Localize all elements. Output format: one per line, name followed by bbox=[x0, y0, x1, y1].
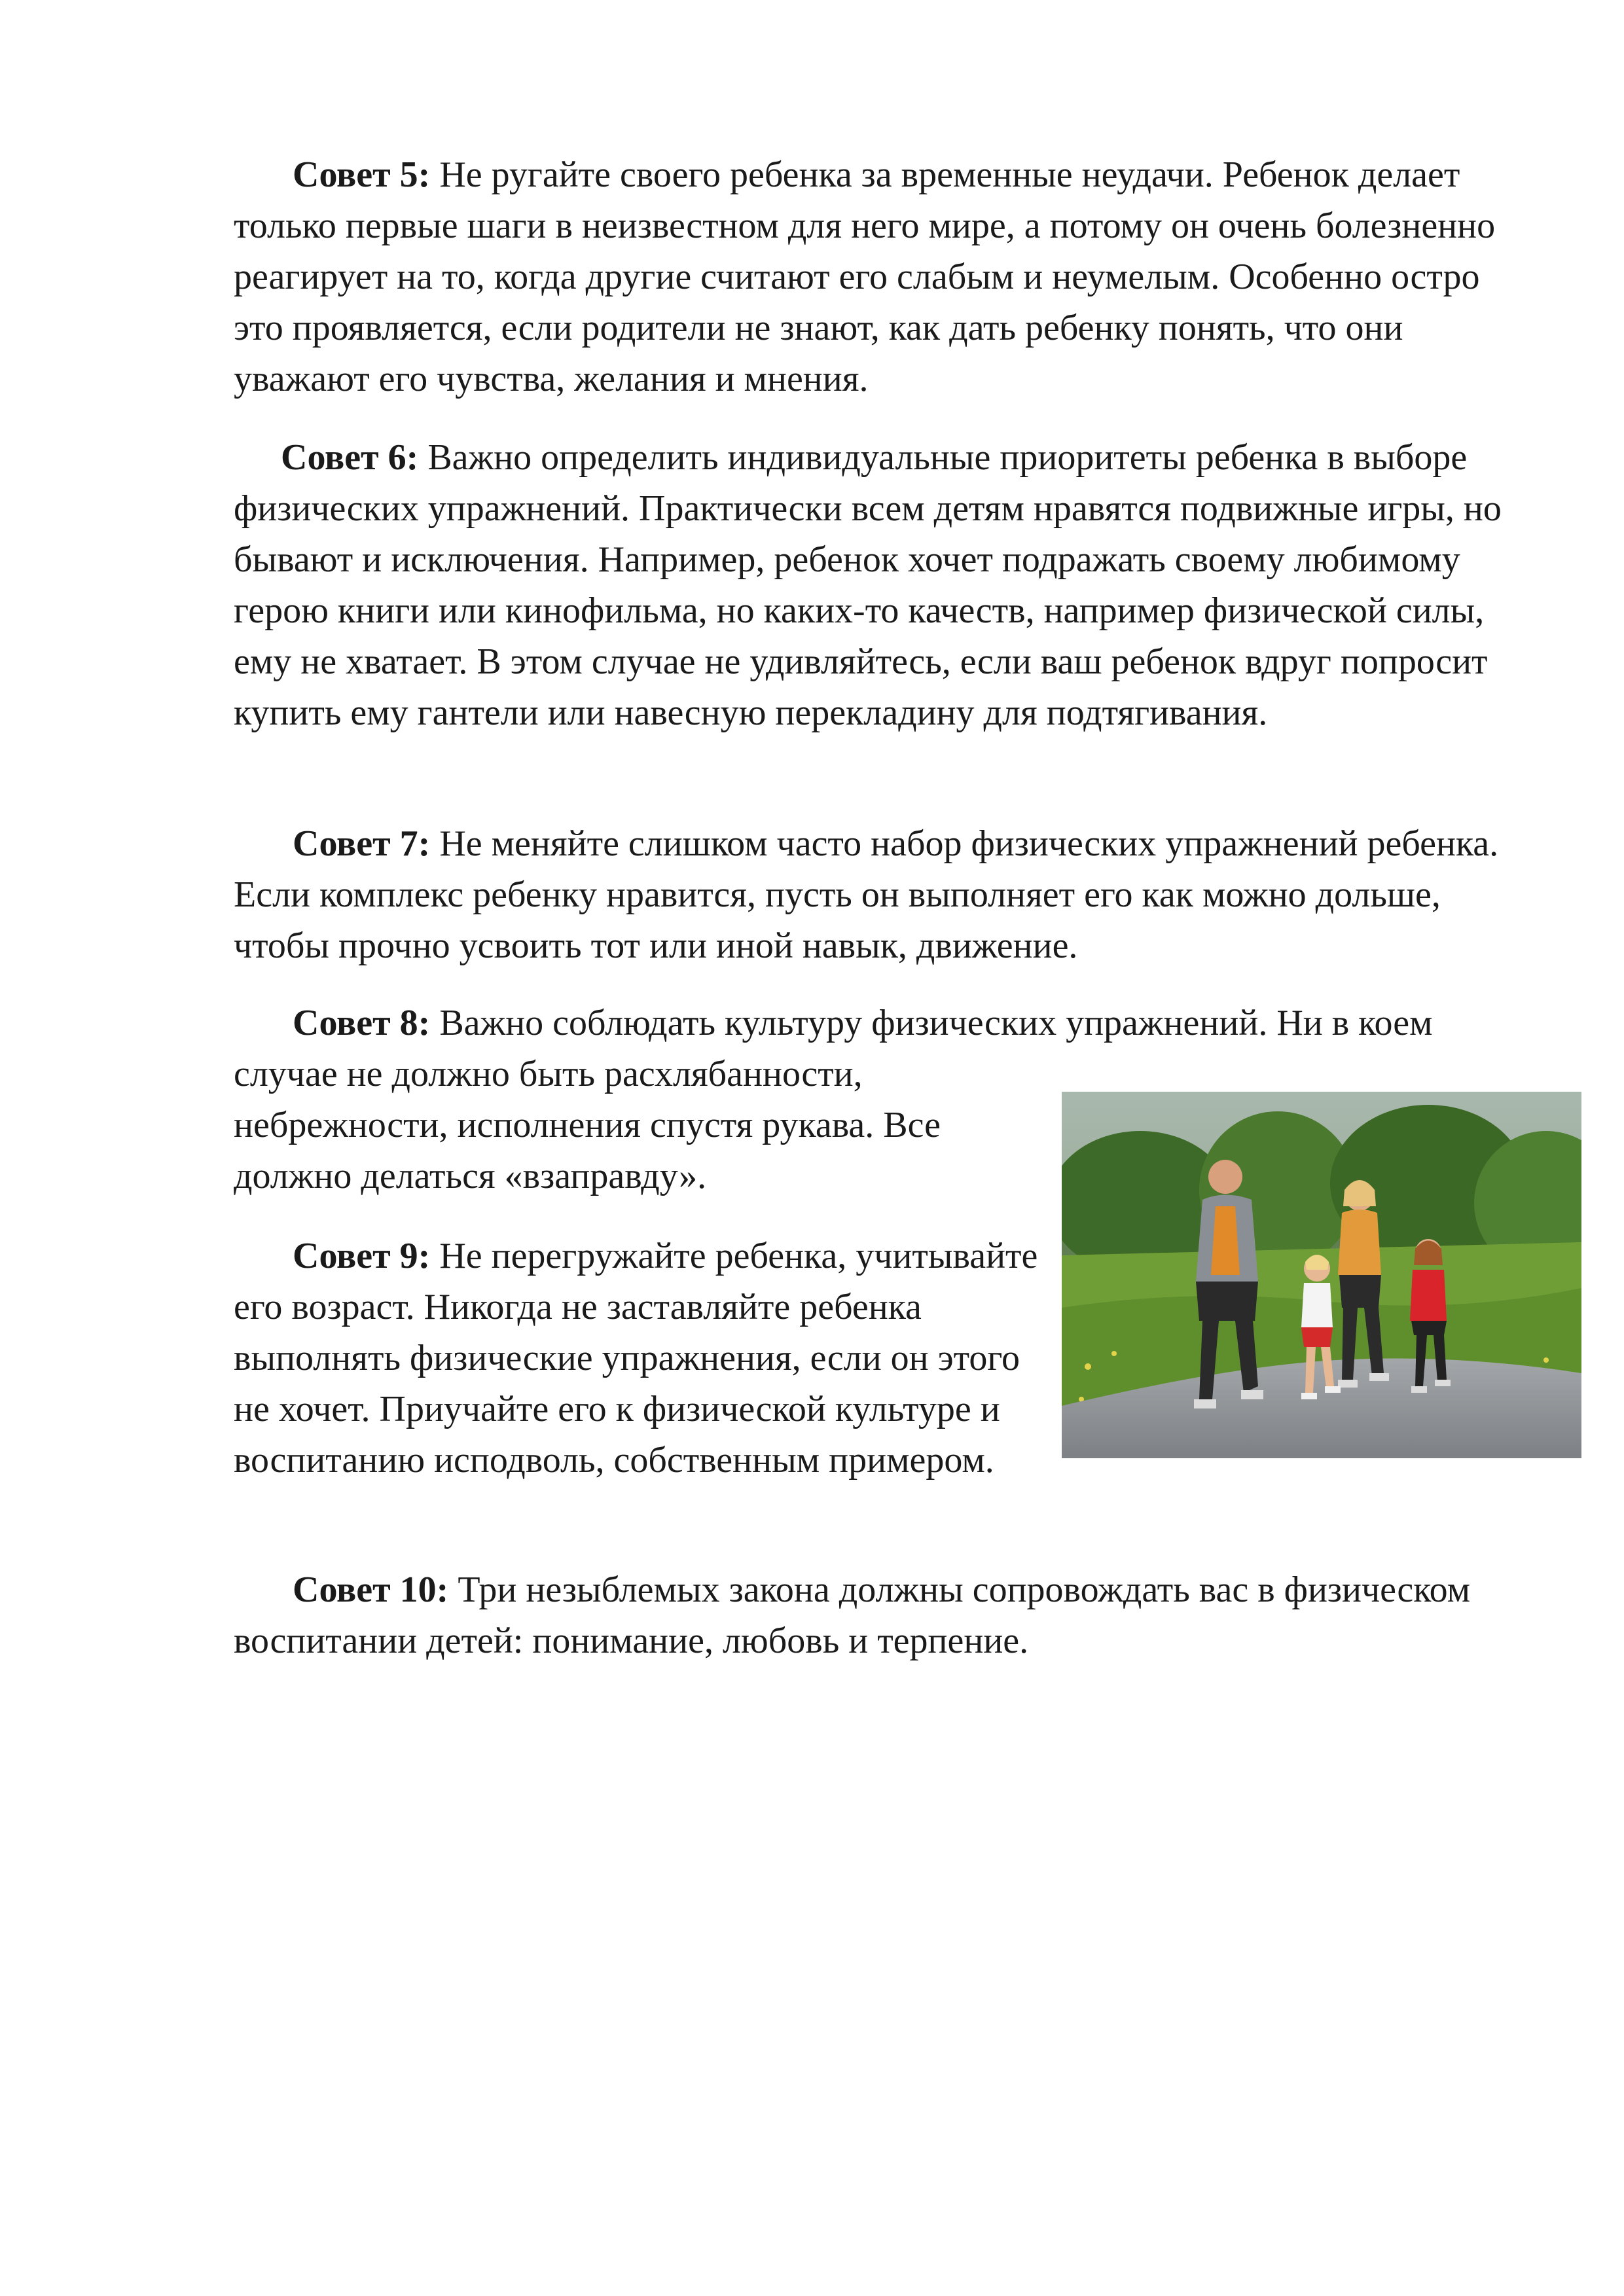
tip-10-label: Совет 10: bbox=[293, 1570, 449, 1610]
family-running-illustration bbox=[1062, 1092, 1581, 1458]
tip-10-text: Три незыблемых закона должны сопровождать вас в физическом воспитании детей: понимание, любовь и терпение. bbox=[234, 1570, 1471, 1661]
tip-9-label: Совет 9: bbox=[293, 1236, 431, 1276]
tip-7-text: Не меняйте слишком часто набор физических упражнений ребенка. Если комплекс ребенку нравится, пусть он выполняет его как можно дольше, чтобы прочно усвоить тот или иной навык, движение. bbox=[234, 823, 1499, 966]
tip-6-label: Совет 6: bbox=[281, 437, 419, 478]
tip-8-text-rest: случае не должно быть расхлябанности, небрежности, исполнения спустя рукава. Все должно делаться «взаправду». bbox=[234, 1054, 941, 1196]
tip-5 bbox=[234, 149, 1536, 404]
tip-7 bbox=[234, 818, 1536, 971]
family-running-photo bbox=[1062, 1092, 1581, 1458]
tip-8-text-first: Важно соблюдать культуру физических упражнений. Ни в коем bbox=[430, 1003, 1433, 1043]
tip-6-text: Важно определить индивидуальные приоритеты ребенка в выборе физических упражнений. Практически всем детям нравятся подвижные игры, но бывают и исключения. Например, ребенок хочет подражать своему любимому герою книги или кинофильма, но каких-то качеств, например физической силы, ему не хватает. В этом случае не удивляйтесь, если ваш ребенок вдруг попросит купить ему гантели или навесную перекладину для подтягивания. bbox=[234, 437, 1502, 733]
tip-9-text: Не перегружайте ребенка, учитывайте его возраст. Никогда не заставляйте ребенка выполнять физические упражнения, если он этого не хочет. Приучайте его к физической культуре и воспитанию исподволь, собственным примером. bbox=[234, 1236, 1038, 1480]
tip-9 bbox=[234, 1230, 1058, 1486]
tip-10 bbox=[234, 1564, 1536, 1666]
tip-8-label: Совет 8: bbox=[293, 1003, 431, 1043]
tip-7-label: Совет 7: bbox=[293, 823, 431, 864]
tip-5-text: Не ругайте своего ребенка за временные неудачи. Ребенок делает только первые шаги в неизвестном для него мире, а потому он очень болезненно реагирует на то, когда другие считают его слабым и неумелым. Особенно остро это проявляется, если родители не знают, как дать ребенку понять, что они уважают его чувства, желания и мнения. bbox=[234, 154, 1496, 399]
tip-6 bbox=[234, 432, 1536, 738]
tip-8 bbox=[234, 997, 1433, 1202]
tip-5-label: Совет 5: bbox=[293, 154, 431, 195]
